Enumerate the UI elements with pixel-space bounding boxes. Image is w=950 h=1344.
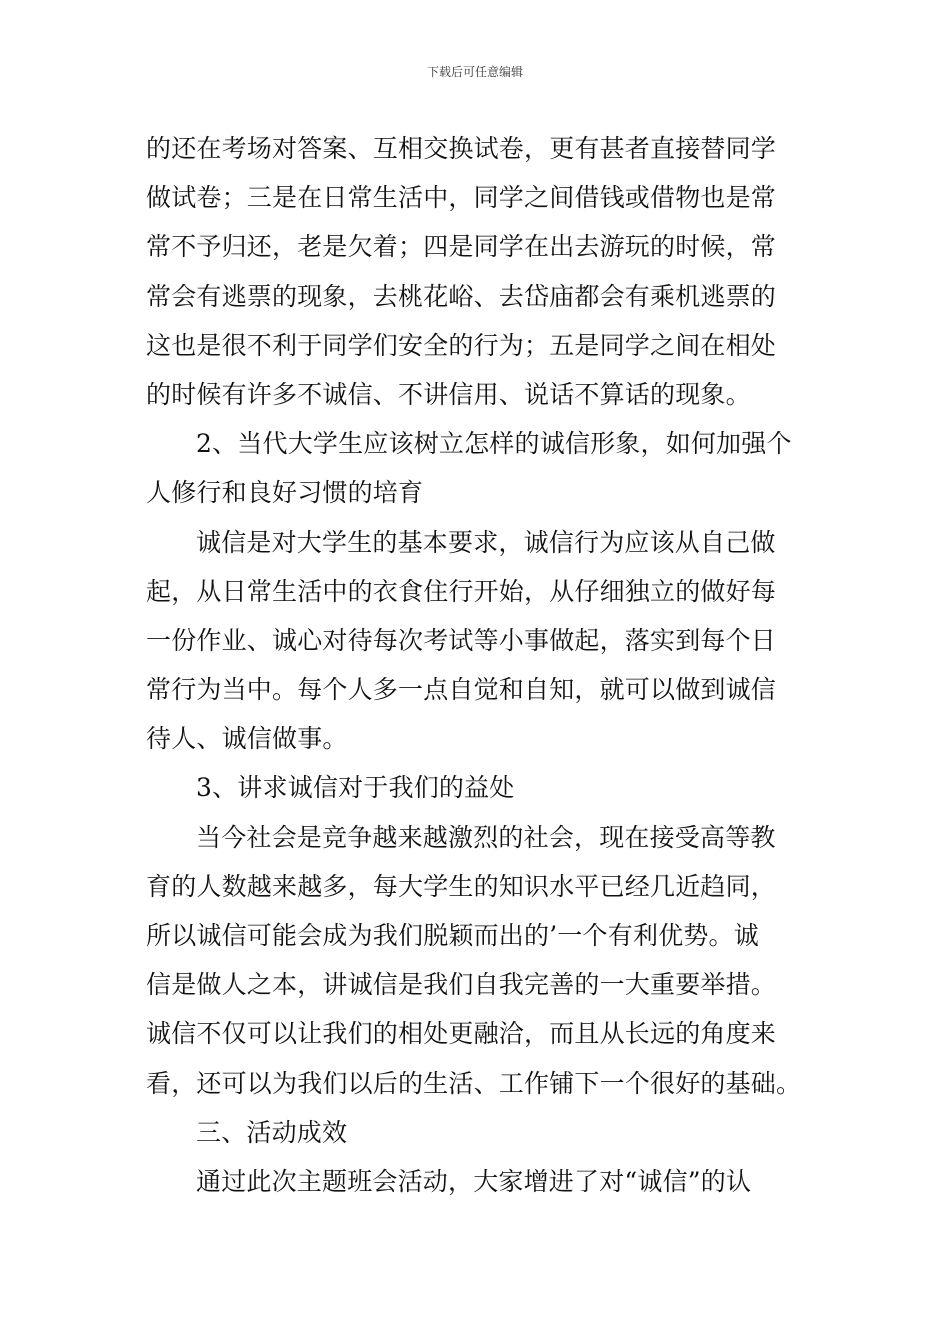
section-heading-continued: 人修行和良好习惯的培育 <box>146 478 424 508</box>
section-heading: 2、当代大学生应该树立怎样的诚信形象，如何加强个 <box>196 429 792 459</box>
text-line: 信是做人之本，讲诚信是我们自我完善的一大重要举措。 <box>146 970 777 1000</box>
text-line: 起，从日常生活中的衣食住行开始，从仔细独立的做好每 <box>146 576 777 606</box>
page-header: 下载后可任意编辑 <box>426 65 523 79</box>
paragraph-start: 通过此次主题班会活动，大家增进了对“诚信”的认 <box>196 1166 752 1196</box>
section-heading: 三、活动成效 <box>196 1117 348 1147</box>
document-body <box>146 124 806 1206</box>
text-line: 一份作业、诚心对待每次考试等小事做起，落实到每个日 <box>146 625 777 655</box>
paragraph-start: 当今社会是竞争越来越激烈的社会，现在接受高等教 <box>196 822 776 852</box>
text-line: 常行为当中。每个人多一点自觉和自知，就可以做到诚信 <box>146 675 777 705</box>
text-line: 诚信不仅可以让我们的相处更融洽，而且从长远的角度来 <box>146 1019 777 1049</box>
paragraph-start: 诚信是对大学生的基本要求，诚信行为应该从自己做 <box>196 527 776 557</box>
text-line: 的时候有许多不诚信、不讲信用、说话不算话的现象。 <box>146 379 751 409</box>
section-heading: 3、讲求诚信对于我们的益处 <box>196 773 515 803</box>
text-line: 常会有逃票的现象，去桃花峪、去岱庙都会有乘机逃票的 <box>146 281 777 311</box>
text-line: 看，还可以为我们以后的生活、工作铺下一个很好的基础。 <box>146 1068 802 1098</box>
text-line: 这也是很不利于同学们安全的行为；五是同学之间在相处 <box>146 330 777 360</box>
text-line: 所以诚信可能会成为我们脱颖而出的’一个有利优势。诚 <box>146 921 759 950</box>
text-line: 常不予归还，老是欠着；四是同学在出去游玩的时候，常 <box>146 232 777 262</box>
text-line: 育的人数越来越多，每大学生的知识水平已经几近趋同， <box>146 871 777 901</box>
text-line: 的还在考场对答案、互相交换试卷，更有甚者直接替同学 <box>146 134 777 163</box>
text-line: 待人、诚信做事。 <box>146 724 348 754</box>
text-line: 做试卷；三是在日常生活中，同学之间借钱或借物也是常 <box>146 183 777 213</box>
